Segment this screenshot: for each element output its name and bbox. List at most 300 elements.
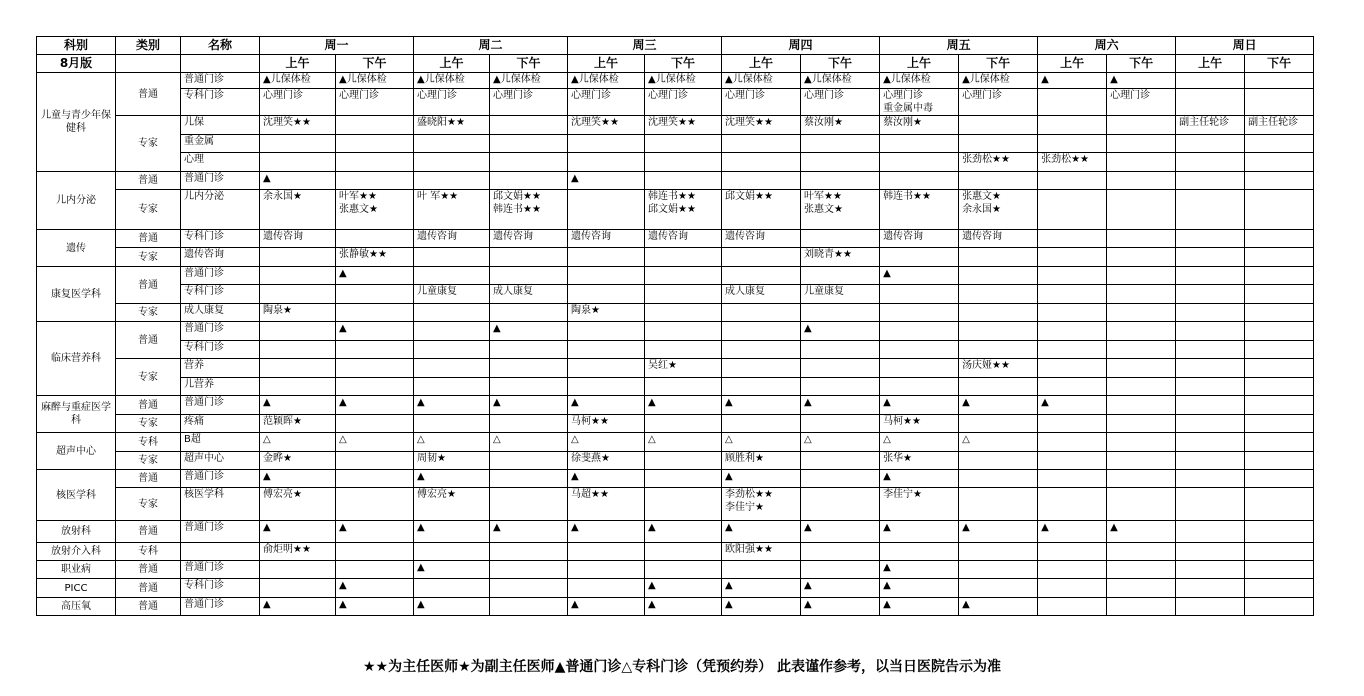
schedule-cell (336, 116, 414, 135)
table-row (37, 285, 1314, 304)
table-row (37, 396, 1314, 415)
schedule-cell: ▲ (260, 598, 336, 616)
schedule-cell (1245, 470, 1314, 488)
schedule-cell (1107, 341, 1176, 359)
type-cell: 普通 (116, 598, 181, 616)
dept-cell: 临床营养科 (37, 322, 116, 396)
schedule-cell (260, 341, 336, 359)
schedule-cell: ▲ (959, 396, 1038, 415)
schedule-cell (336, 359, 414, 378)
header-edition: 8月版 (37, 55, 116, 73)
schedule-cell (880, 153, 959, 172)
schedule-cell (568, 135, 645, 153)
header-day-thu: 周四 (722, 37, 880, 55)
schedule-cell (336, 135, 414, 153)
schedule-cell: 张华★ (880, 452, 959, 470)
schedule-cell: ▲ (880, 267, 959, 285)
schedule-cell: ▲ (645, 598, 722, 616)
schedule-cell: ▲ (336, 598, 414, 616)
schedule-cell (1245, 415, 1314, 433)
schedule-cell: ▲ (880, 579, 959, 598)
schedule-cell (959, 452, 1038, 470)
header-am: 上午 (880, 55, 959, 73)
schedule-cell (568, 543, 645, 561)
schedule-cell (490, 452, 568, 470)
schedule-cell (1245, 73, 1314, 89)
schedule-cell: 心理门诊 (260, 89, 336, 116)
table-row (37, 304, 1314, 322)
header-dept: 科别 (37, 37, 116, 55)
clinic-name-cell: 普通门诊 (181, 322, 260, 341)
schedule-cell (1107, 433, 1176, 452)
schedule-cell: 遗传咨询 (959, 230, 1038, 248)
type-cell: 专家 (116, 248, 181, 267)
header-pm: 下午 (1107, 55, 1176, 73)
schedule-cell: ▲ (722, 521, 801, 543)
dept-cell: 超声中心 (37, 433, 116, 470)
schedule-cell (1038, 598, 1107, 616)
schedule-cell: 韩连书★★ 邱文娟★★ (645, 190, 722, 230)
schedule-cell (414, 322, 490, 341)
schedule-cell (1107, 190, 1176, 230)
schedule-cell: △ (645, 433, 722, 452)
schedule-cell: ▲ (1038, 396, 1107, 415)
header-pm: 下午 (959, 55, 1038, 73)
header-pm: 下午 (645, 55, 722, 73)
schedule-cell (1038, 116, 1107, 135)
schedule-cell (1038, 135, 1107, 153)
schedule-cell (959, 285, 1038, 304)
dept-cell: 麻醉与重症医学科 (37, 396, 116, 433)
schedule-cell: 叶军★★ 张惠文★ (336, 190, 414, 230)
schedule-cell: ▲儿保体检 (880, 73, 959, 89)
header-day-sat: 周六 (1038, 37, 1176, 55)
type-cell: 普通 (116, 322, 181, 359)
schedule-cell (490, 598, 568, 616)
type-cell: 普通 (116, 579, 181, 598)
schedule-cell (568, 579, 645, 598)
dept-cell: 儿内分泌 (37, 172, 116, 230)
schedule-cell: ▲ (568, 396, 645, 415)
schedule-cell (568, 322, 645, 341)
schedule-cell (490, 561, 568, 579)
header-am: 上午 (568, 55, 645, 73)
schedule-cell: ▲ (568, 172, 645, 190)
schedule-cell (1176, 172, 1245, 190)
schedule-cell (1245, 285, 1314, 304)
table-row (37, 488, 1314, 521)
header-blank (181, 55, 260, 73)
schedule-cell (414, 135, 490, 153)
schedule-cell: ▲ (880, 598, 959, 616)
schedule-cell (880, 135, 959, 153)
schedule-cell (959, 341, 1038, 359)
schedule-cell (1107, 396, 1176, 415)
schedule-cell (880, 359, 959, 378)
schedule-cell (568, 153, 645, 172)
schedule-cell (1176, 598, 1245, 616)
schedule-cell (1245, 153, 1314, 172)
header-am: 上午 (1176, 55, 1245, 73)
table-row (37, 89, 1314, 116)
type-cell: 专科 (116, 543, 181, 561)
clinic-name-cell: 儿保 (181, 116, 260, 135)
schedule-cell (801, 543, 880, 561)
clinic-name-cell: 专科门诊 (181, 89, 260, 116)
schedule-cell (722, 322, 801, 341)
schedule-cell (1245, 396, 1314, 415)
schedule-cell: 遗传咨询 (722, 230, 801, 248)
schedule-cell: ▲ (336, 396, 414, 415)
schedule-cell (568, 248, 645, 267)
schedule-cell (880, 322, 959, 341)
header-row-sessions (37, 55, 1314, 73)
type-cell: 普通 (116, 267, 181, 304)
schedule-cell: ▲ (880, 470, 959, 488)
header-name: 名称 (181, 37, 260, 55)
schedule-cell (1245, 304, 1314, 322)
schedule-cell: 心理门诊 (1107, 89, 1176, 116)
schedule-cell (1245, 359, 1314, 378)
schedule-cell (1176, 579, 1245, 598)
header-am: 上午 (414, 55, 490, 73)
schedule-cell: 马超★★ (568, 488, 645, 521)
schedule-cell (722, 267, 801, 285)
schedule-cell (336, 378, 414, 396)
schedule-cell (1176, 415, 1245, 433)
schedule-cell: 沈理笑★★ (568, 116, 645, 135)
schedule-cell (490, 579, 568, 598)
schedule-cell: ▲ (414, 598, 490, 616)
schedule-cell (1176, 378, 1245, 396)
schedule-cell (414, 248, 490, 267)
schedule-cell (1245, 267, 1314, 285)
header-pm: 下午 (336, 55, 414, 73)
schedule-cell (1038, 433, 1107, 452)
schedule-cell: 遗传咨询 (880, 230, 959, 248)
schedule-cell (1107, 135, 1176, 153)
schedule-cell (959, 561, 1038, 579)
schedule-cell (568, 267, 645, 285)
schedule-cell: ▲儿保体检 (336, 73, 414, 89)
schedule-cell: 副主任轮诊 (1245, 116, 1314, 135)
schedule-cell: ▲ (336, 322, 414, 341)
type-cell: 普通 (116, 230, 181, 248)
schedule-cell (490, 248, 568, 267)
schedule-cell (722, 135, 801, 153)
schedule-cell (1107, 322, 1176, 341)
schedule-cell (336, 452, 414, 470)
schedule-cell (336, 561, 414, 579)
schedule-cell: 儿童康复 (801, 285, 880, 304)
schedule-cell (568, 341, 645, 359)
schedule-cell: ▲ (568, 598, 645, 616)
schedule-cell (336, 543, 414, 561)
schedule-cell (801, 415, 880, 433)
schedule-cell (260, 322, 336, 341)
schedule-cell (801, 378, 880, 396)
schedule-cell (1176, 359, 1245, 378)
table-row (37, 598, 1314, 616)
schedule-cell (414, 543, 490, 561)
schedule-cell: ▲ (645, 521, 722, 543)
type-cell: 专家 (116, 116, 181, 172)
schedule-cell (336, 304, 414, 322)
schedule-cell: ▲ (1038, 521, 1107, 543)
schedule-cell (1038, 190, 1107, 230)
schedule-cell (1245, 433, 1314, 452)
schedule-cell: ▲ (260, 470, 336, 488)
schedule-cell: ▲ (722, 579, 801, 598)
schedule-cell (1245, 579, 1314, 598)
schedule-cell (414, 378, 490, 396)
schedule-cell: ▲儿保体检 (260, 73, 336, 89)
clinic-name-cell: 普通门诊 (181, 267, 260, 285)
schedule-cell (959, 322, 1038, 341)
schedule-cell (1038, 341, 1107, 359)
schedule-cell (568, 285, 645, 304)
clinic-name-cell: 普通门诊 (181, 73, 260, 89)
schedule-cell: ▲ (880, 521, 959, 543)
clinic-name-cell: 成人康复 (181, 304, 260, 322)
type-cell: 专家 (116, 304, 181, 322)
schedule-cell: ▲ (336, 521, 414, 543)
schedule-cell (1176, 285, 1245, 304)
schedule-cell (1038, 304, 1107, 322)
schedule-cell (1176, 322, 1245, 341)
table-row (37, 73, 1314, 89)
table-row (37, 135, 1314, 153)
dept-cell: 儿童与青少年保健科 (37, 73, 116, 172)
schedule-cell: △ (801, 433, 880, 452)
schedule-cell (1107, 561, 1176, 579)
schedule-cell (336, 415, 414, 433)
schedule-cell (336, 153, 414, 172)
schedule-cell (959, 172, 1038, 190)
table-row (37, 521, 1314, 543)
schedule-cell (1245, 598, 1314, 616)
schedule-cell: 陶泉★ (260, 304, 336, 322)
clinic-name-cell: 普通门诊 (181, 521, 260, 543)
schedule-cell (490, 415, 568, 433)
header-type: 类别 (116, 37, 181, 55)
schedule-cell (645, 267, 722, 285)
schedule-cell (1107, 378, 1176, 396)
table-row (37, 452, 1314, 470)
schedule-cell (1038, 230, 1107, 248)
schedule-cell: 心理门诊 (336, 89, 414, 116)
schedule-cell: ▲儿保体检 (959, 73, 1038, 89)
schedule-cell: 吴红★ (645, 359, 722, 378)
schedule-cell (645, 415, 722, 433)
schedule-cell: ▲ (568, 470, 645, 488)
schedule-cell (1107, 304, 1176, 322)
schedule-cell: ▲ (260, 172, 336, 190)
schedule-cell: 马柯★★ (568, 415, 645, 433)
type-cell: 专家 (116, 359, 181, 396)
schedule-cell (801, 341, 880, 359)
schedule-cell: 遗传咨询 (568, 230, 645, 248)
schedule-cell (1176, 230, 1245, 248)
dept-cell: 职业病 (37, 561, 116, 579)
schedule-cell (1107, 230, 1176, 248)
schedule-cell (1176, 341, 1245, 359)
schedule-cell (880, 248, 959, 267)
schedule-cell (722, 248, 801, 267)
schedule-cell (490, 341, 568, 359)
clinic-name-cell: 儿营养 (181, 378, 260, 396)
schedule-cell (490, 135, 568, 153)
dept-cell: 核医学科 (37, 470, 116, 521)
schedule-cell (645, 561, 722, 579)
schedule-cell (1176, 470, 1245, 488)
schedule-cell (801, 561, 880, 579)
schedule-cell (1176, 135, 1245, 153)
schedule-cell (880, 172, 959, 190)
header-am: 上午 (260, 55, 336, 73)
schedule-cell (1176, 190, 1245, 230)
clinic-name-cell: 遗传咨询 (181, 248, 260, 267)
schedule-cell (1245, 135, 1314, 153)
schedule-cell (880, 285, 959, 304)
schedule-cell (1245, 452, 1314, 470)
clinic-name-cell: 营养 (181, 359, 260, 378)
schedule-cell (1107, 452, 1176, 470)
schedule-cell: ▲ (722, 470, 801, 488)
schedule-cell (260, 135, 336, 153)
schedule-cell (1245, 488, 1314, 521)
schedule-cell (414, 267, 490, 285)
schedule-cell (1038, 561, 1107, 579)
schedule-cell: 俞炬明★★ (260, 543, 336, 561)
header-am: 上午 (1038, 55, 1107, 73)
clinic-name-cell: 普通门诊 (181, 470, 260, 488)
schedule-cell: 叶军★★ 张惠文★ (801, 190, 880, 230)
type-cell: 普通 (116, 172, 181, 190)
table-row (37, 470, 1314, 488)
table-row (37, 378, 1314, 396)
schedule-cell (568, 561, 645, 579)
schedule-cell: ▲儿保体检 (568, 73, 645, 89)
schedule-cell (568, 190, 645, 230)
schedule-cell (1038, 89, 1107, 116)
schedule-cell (880, 378, 959, 396)
schedule-cell: 成人康复 (490, 285, 568, 304)
schedule-cell (260, 153, 336, 172)
schedule-cell: ▲ (414, 396, 490, 415)
schedule-cell: 傅宏亮★ (260, 488, 336, 521)
schedule-cell (490, 470, 568, 488)
clinic-name-cell: 普通门诊 (181, 561, 260, 579)
schedule-cell: 心理门诊 (959, 89, 1038, 116)
schedule-cell (645, 304, 722, 322)
table-row (37, 172, 1314, 190)
schedule-cell (490, 153, 568, 172)
schedule-table (36, 36, 1314, 616)
schedule-cell: ▲ (801, 579, 880, 598)
table-row (37, 190, 1314, 230)
schedule-cell (260, 285, 336, 304)
schedule-cell: 沈理笑★★ (645, 116, 722, 135)
schedule-cell: ▲ (645, 396, 722, 415)
schedule-cell (1107, 153, 1176, 172)
table-row (37, 415, 1314, 433)
schedule-cell: △ (568, 433, 645, 452)
schedule-cell: △ (336, 433, 414, 452)
clinic-name-cell (181, 543, 260, 561)
schedule-cell (1245, 378, 1314, 396)
schedule-cell (1245, 89, 1314, 116)
schedule-cell (959, 267, 1038, 285)
schedule-cell (801, 153, 880, 172)
clinic-name-cell: 心理 (181, 153, 260, 172)
schedule-cell (1107, 470, 1176, 488)
type-cell: 普通 (116, 73, 181, 116)
table-row (37, 230, 1314, 248)
schedule-cell: ▲儿保体检 (645, 73, 722, 89)
dept-cell: PICC (37, 579, 116, 598)
schedule-cell (1038, 543, 1107, 561)
header-pm: 下午 (1245, 55, 1314, 73)
table-row (37, 267, 1314, 285)
schedule-cell (722, 304, 801, 322)
schedule-cell (336, 488, 414, 521)
schedule-cell (336, 230, 414, 248)
schedule-cell: 沈理笑★★ (722, 116, 801, 135)
schedule-cell (1176, 452, 1245, 470)
schedule-cell (490, 543, 568, 561)
schedule-cell: 李佳宁★ (880, 488, 959, 521)
schedule-cell: ▲ (414, 470, 490, 488)
schedule-cell (1245, 190, 1314, 230)
clinic-name-cell: 儿内分泌 (181, 190, 260, 230)
schedule-cell: ▲儿保体检 (490, 73, 568, 89)
schedule-cell (490, 116, 568, 135)
schedule-cell: 邱文娟★★ 韩连书★★ (490, 190, 568, 230)
schedule-cell: 汤庆娅★★ (959, 359, 1038, 378)
schedule-cell: 余永国★ (260, 190, 336, 230)
schedule-cell: ▲ (414, 521, 490, 543)
schedule-cell (801, 488, 880, 521)
type-cell: 普通 (116, 396, 181, 415)
schedule-cell: 儿童康复 (414, 285, 490, 304)
header-day-tue: 周二 (414, 37, 568, 55)
schedule-cell: ▲ (959, 521, 1038, 543)
schedule-cell (414, 579, 490, 598)
schedule-cell: ▲ (722, 598, 801, 616)
schedule-cell (490, 172, 568, 190)
schedule-cell: 沈理笑★★ (260, 116, 336, 135)
schedule-cell (880, 304, 959, 322)
schedule-cell (1107, 488, 1176, 521)
clinic-name-cell: 普通门诊 (181, 396, 260, 415)
schedule-cell: △ (490, 433, 568, 452)
schedule-cell (1176, 73, 1245, 89)
schedule-cell (1107, 415, 1176, 433)
schedule-cell: 副主任轮诊 (1176, 116, 1245, 135)
schedule-cell (959, 415, 1038, 433)
schedule-cell (260, 248, 336, 267)
schedule-cell (414, 304, 490, 322)
schedule-cell (722, 172, 801, 190)
schedule-cell: 盛晓阳★★ (414, 116, 490, 135)
schedule-cell: ▲ (959, 598, 1038, 616)
schedule-cell (722, 359, 801, 378)
schedule-cell (490, 304, 568, 322)
schedule-cell (414, 172, 490, 190)
schedule-cell: ▲ (336, 267, 414, 285)
schedule-cell: ▲ (801, 598, 880, 616)
